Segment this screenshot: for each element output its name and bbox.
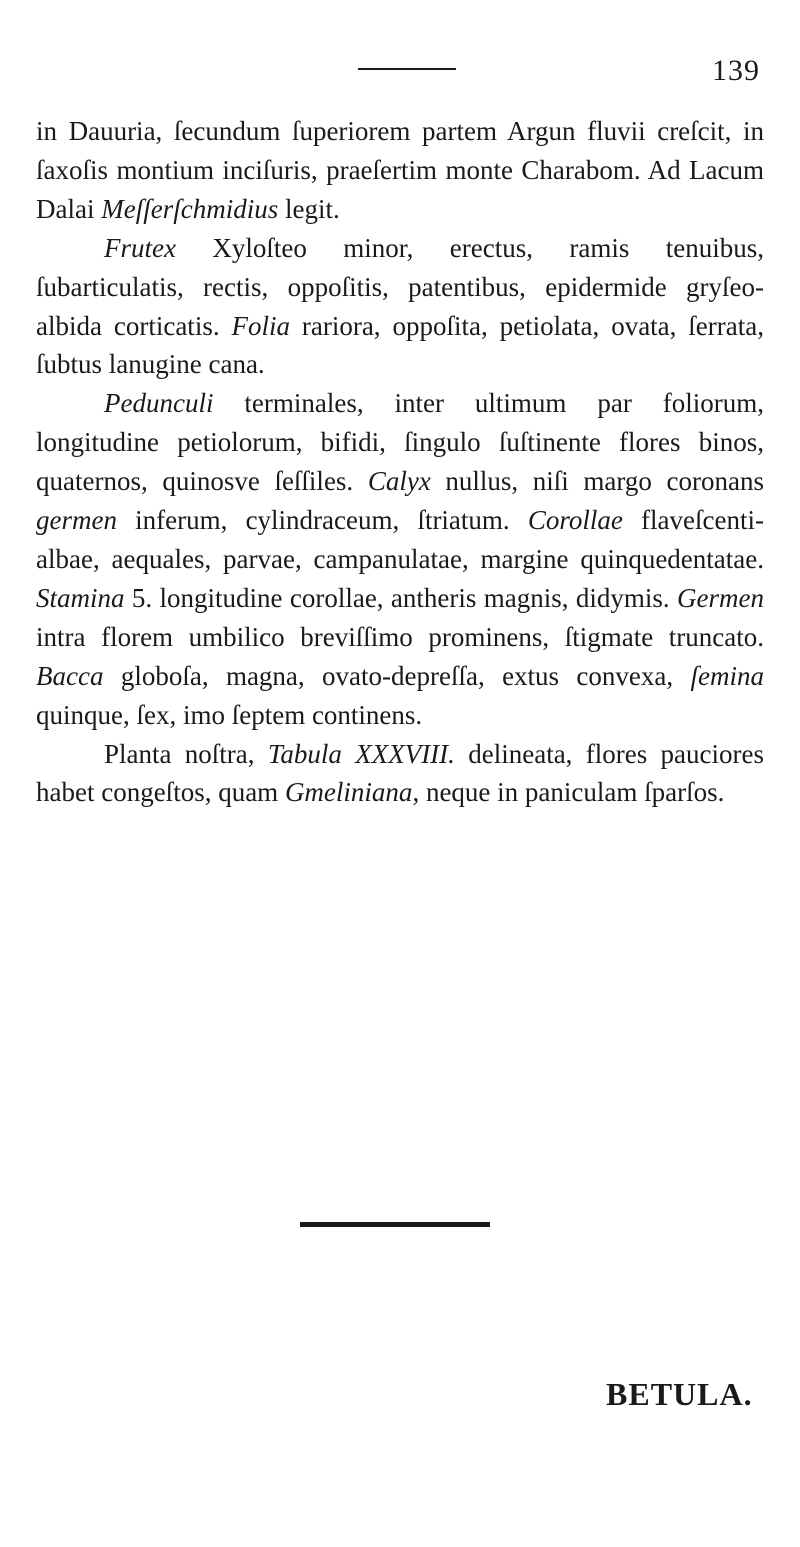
italic-term: Folia [231, 310, 290, 341]
text-span: globoſa, magna, ovato-depreſſa, extus convexa, [103, 660, 691, 691]
text-span: Xyloſteo minor, erectus, ramis tenuibus, ſubarticulatis, rectis, oppoſitis, patentibus, epidermide gryſeo-albida corticatis. [36, 232, 764, 341]
italic-term: Calyx [367, 466, 431, 497]
text-span: intra florem umbilico breviſſimo prominens, ſtigmate truncato. [36, 621, 764, 652]
italic-term: Pedunculi [104, 388, 214, 419]
paragraph-4 [36, 735, 764, 813]
header-rule [358, 68, 456, 70]
paragraph-2 [36, 229, 764, 385]
body-text [36, 112, 764, 812]
catchword: BETULA. [606, 1376, 753, 1412]
italic-term: Bacca [36, 660, 104, 691]
italic-term: ſemina [690, 660, 764, 691]
italic-term: germen [36, 505, 117, 536]
text-span: quinque, ſex, imo ſeptem continens. [36, 699, 423, 730]
text-span: delineata, flores pauciores habet congeſtos, quam [36, 738, 764, 808]
italic-name: Meſſerſchmidius [101, 193, 279, 224]
section-end-rule [300, 1222, 490, 1227]
italic-term: Stamina [36, 582, 125, 613]
text-span: 5. longitudine corollae, antheris magnis, didymis. [124, 582, 678, 613]
text-span: in Dauuria, ſecundum ſuperiorem partem Argun fluvii creſcit, in ſaxoſis montium inciſuris, praeſertim monte Charabom. Ad Lacum Dalai [36, 116, 764, 224]
paragraph-1 [36, 112, 764, 229]
paragraph-3 [36, 384, 764, 734]
italic-term: Corollae [527, 505, 623, 536]
text-span: rariora, oppoſita, petiolata, ovata, ſerrata, ſubtus lanugine cana. [36, 310, 764, 380]
text-span: terminales, inter ultimum par foliorum, longitudine petiolorum, bifidi, ſingulo ſuſtinente flores binos, quaternos, quinosve ſeſſiles. [36, 388, 764, 497]
text-span: legit. [278, 193, 340, 224]
italic-reference: Tabula XXXVIII. [267, 738, 455, 769]
text-span: , neque in paniculam ſparſos. [412, 777, 725, 808]
text-span: inferum, cylindraceum, ſtriatum. [116, 505, 528, 536]
text-span: flaveſcenti-albae, aequales, parvae, campanulatae, margine quinquedentatae. [36, 505, 764, 574]
text-span: nullus, niſi margo coronans [430, 466, 764, 497]
page-number: 139 [712, 54, 760, 87]
italic-term: Germen [677, 582, 764, 613]
italic-name: Gmeliniana [284, 777, 413, 808]
text-span: Planta noſtra, [104, 738, 268, 769]
italic-term: Frutex [104, 232, 176, 263]
